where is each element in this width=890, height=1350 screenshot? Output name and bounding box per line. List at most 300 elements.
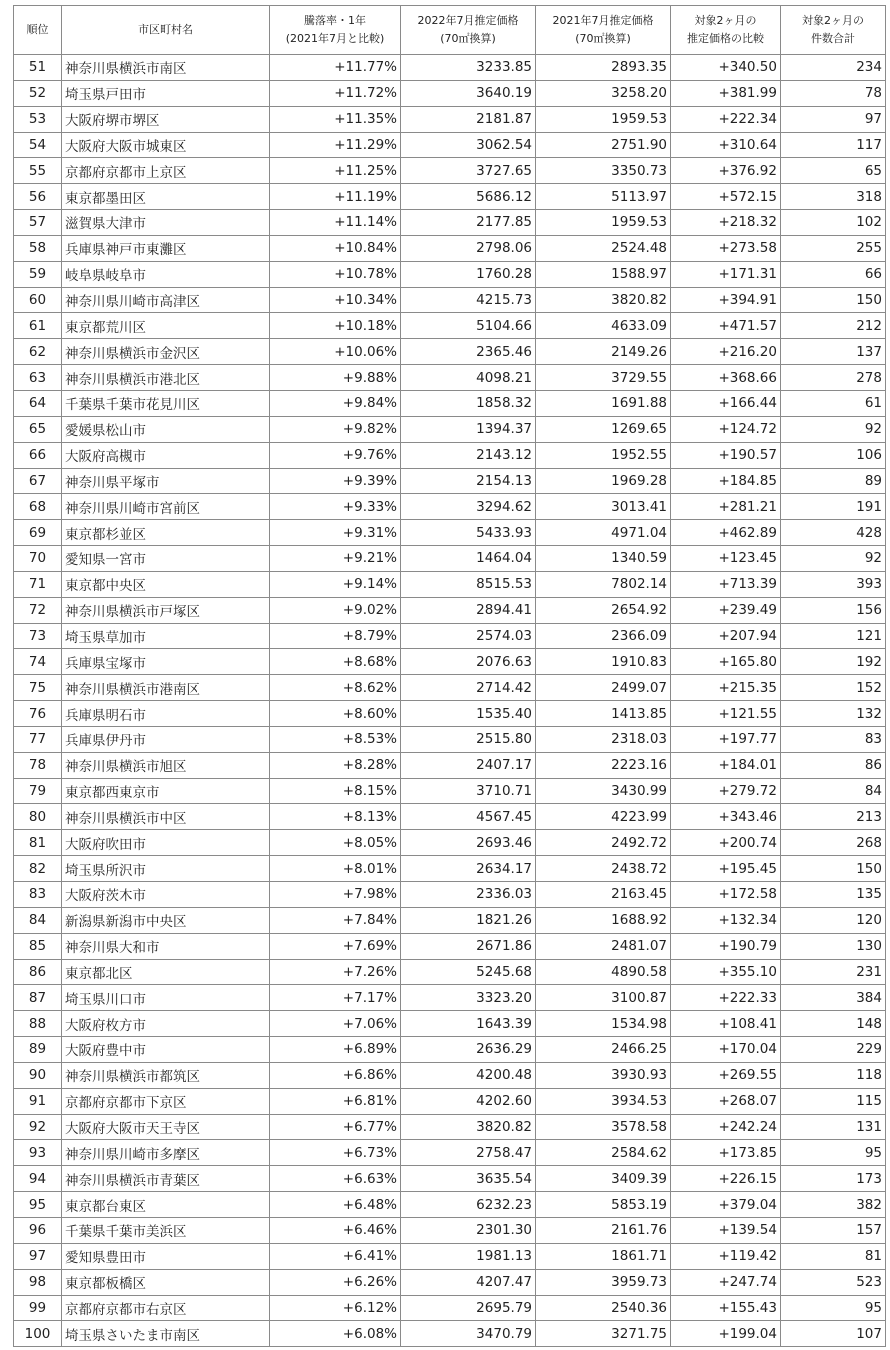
cell-price-2021: 2751.90 [536, 132, 671, 158]
cell-price-diff: +155.43 [671, 1295, 781, 1321]
cell-rate: +9.84% [270, 390, 401, 416]
cell-count: 131 [781, 1114, 886, 1140]
cell-rate: +8.68% [270, 649, 401, 675]
cell-rank: 95 [14, 1192, 62, 1218]
table-row [14, 1166, 886, 1192]
cell-name: 神奈川県横浜市金沢区 [62, 339, 270, 365]
cell-rate: +11.14% [270, 210, 401, 236]
cell-rate: +9.88% [270, 365, 401, 391]
cell-count: 229 [781, 1037, 886, 1063]
cell-price-2022: 3323.20 [401, 985, 536, 1011]
cell-price-diff: +355.10 [671, 959, 781, 985]
cell-price-2022: 2695.79 [401, 1295, 536, 1321]
header-price-diff-line2: 推定価格の比較 [687, 32, 764, 45]
cell-price-2021: 2584.62 [536, 1140, 671, 1166]
cell-price-2021: 2893.35 [536, 55, 671, 81]
cell-count: 132 [781, 701, 886, 727]
cell-rate: +11.29% [270, 132, 401, 158]
cell-price-2021: 3959.73 [536, 1269, 671, 1295]
cell-rank: 88 [14, 1011, 62, 1037]
cell-rank: 70 [14, 546, 62, 572]
cell-name: 神奈川県川崎市宮前区 [62, 494, 270, 520]
cell-rate: +8.28% [270, 752, 401, 778]
cell-rate: +11.25% [270, 158, 401, 184]
cell-rate: +9.14% [270, 571, 401, 597]
cell-price-2022: 2143.12 [401, 442, 536, 468]
cell-price-diff: +222.33 [671, 985, 781, 1011]
cell-rate: +6.12% [270, 1295, 401, 1321]
cell-name: 神奈川県横浜市港北区 [62, 365, 270, 391]
cell-name: 埼玉県川口市 [62, 985, 270, 1011]
cell-count: 278 [781, 365, 886, 391]
cell-price-diff: +340.50 [671, 55, 781, 81]
table-body [14, 55, 886, 1347]
cell-rate: +10.78% [270, 261, 401, 287]
table-row [14, 468, 886, 494]
cell-name: 神奈川県川崎市高津区 [62, 287, 270, 313]
cell-price-2021: 1588.97 [536, 261, 671, 287]
cell-rate: +10.34% [270, 287, 401, 313]
cell-price-2021: 2540.36 [536, 1295, 671, 1321]
cell-rank: 87 [14, 985, 62, 1011]
cell-rank: 99 [14, 1295, 62, 1321]
cell-price-2022: 5686.12 [401, 184, 536, 210]
cell-name: 大阪府豊中市 [62, 1037, 270, 1063]
cell-name: 神奈川県横浜市青葉区 [62, 1166, 270, 1192]
table-row [14, 856, 886, 882]
cell-price-diff: +199.04 [671, 1321, 781, 1347]
cell-price-2022: 5245.68 [401, 959, 536, 985]
table-row [14, 959, 886, 985]
cell-rate: +6.63% [270, 1166, 401, 1192]
cell-price-2021: 4971.04 [536, 520, 671, 546]
cell-price-diff: +281.21 [671, 494, 781, 520]
cell-price-2021: 2149.26 [536, 339, 671, 365]
cell-price-2021: 1959.53 [536, 106, 671, 132]
cell-price-2021: 3930.93 [536, 1062, 671, 1088]
cell-rank: 51 [14, 55, 62, 81]
cell-price-diff: +279.72 [671, 778, 781, 804]
header-price-2021 [536, 6, 671, 55]
cell-count: 148 [781, 1011, 886, 1037]
cell-count: 212 [781, 313, 886, 339]
cell-price-diff: +215.35 [671, 675, 781, 701]
cell-count: 255 [781, 235, 886, 261]
header-rate-line2: (2021年7月と比較) [285, 32, 385, 45]
table-row [14, 1192, 886, 1218]
cell-price-diff: +124.72 [671, 416, 781, 442]
cell-price-diff: +268.07 [671, 1088, 781, 1114]
cell-count: 115 [781, 1088, 886, 1114]
cell-count: 523 [781, 1269, 886, 1295]
cell-price-2022: 1394.37 [401, 416, 536, 442]
cell-price-diff: +139.54 [671, 1217, 781, 1243]
header-price-2022-line1: 2022年7月推定価格 [417, 14, 519, 27]
cell-price-diff: +119.42 [671, 1243, 781, 1269]
cell-count: 86 [781, 752, 886, 778]
cell-price-2021: 1952.55 [536, 442, 671, 468]
cell-price-2022: 2671.86 [401, 933, 536, 959]
cell-rate: +11.19% [270, 184, 401, 210]
cell-price-2022: 1981.13 [401, 1243, 536, 1269]
cell-rank: 62 [14, 339, 62, 365]
cell-price-2021: 4890.58 [536, 959, 671, 985]
cell-count: 157 [781, 1217, 886, 1243]
cell-price-2021: 4223.99 [536, 804, 671, 830]
cell-rank: 69 [14, 520, 62, 546]
table-row [14, 1321, 886, 1347]
cell-price-2021: 1910.83 [536, 649, 671, 675]
cell-price-diff: +222.34 [671, 106, 781, 132]
cell-rate: +9.31% [270, 520, 401, 546]
table-row [14, 933, 886, 959]
header-count [781, 6, 886, 55]
cell-rate: +11.35% [270, 106, 401, 132]
cell-price-2022: 2301.30 [401, 1217, 536, 1243]
table-row [14, 623, 886, 649]
cell-rank: 66 [14, 442, 62, 468]
cell-name: 神奈川県川崎市多摩区 [62, 1140, 270, 1166]
cell-price-2021: 3013.41 [536, 494, 671, 520]
cell-rate: +7.84% [270, 907, 401, 933]
cell-name: 東京都杉並区 [62, 520, 270, 546]
header-price-2022 [401, 6, 536, 55]
cell-name: 千葉県千葉市花見川区 [62, 390, 270, 416]
cell-price-2021: 2223.16 [536, 752, 671, 778]
cell-price-diff: +173.85 [671, 1140, 781, 1166]
cell-rate: +6.81% [270, 1088, 401, 1114]
header-count-line1: 対象2ヶ月の [802, 14, 864, 27]
cell-count: 106 [781, 442, 886, 468]
cell-price-2022: 2177.85 [401, 210, 536, 236]
cell-price-2022: 2181.87 [401, 106, 536, 132]
cell-price-diff: +247.74 [671, 1269, 781, 1295]
cell-price-2021: 1861.71 [536, 1243, 671, 1269]
cell-price-2022: 5433.93 [401, 520, 536, 546]
table-row [14, 55, 886, 81]
cell-price-2021: 2163.45 [536, 882, 671, 908]
table-row [14, 1062, 886, 1088]
cell-price-diff: +381.99 [671, 80, 781, 106]
cell-name: 神奈川県大和市 [62, 933, 270, 959]
cell-rate: +10.06% [270, 339, 401, 365]
cell-rank: 86 [14, 959, 62, 985]
cell-name: 埼玉県草加市 [62, 623, 270, 649]
cell-rank: 72 [14, 597, 62, 623]
cell-rate: +6.48% [270, 1192, 401, 1218]
cell-rate: +11.77% [270, 55, 401, 81]
cell-count: 231 [781, 959, 886, 985]
cell-rate: +10.84% [270, 235, 401, 261]
cell-price-2021: 3430.99 [536, 778, 671, 804]
cell-name: 大阪府高槻市 [62, 442, 270, 468]
table-row [14, 235, 886, 261]
cell-price-2022: 2634.17 [401, 856, 536, 882]
cell-price-2021: 3271.75 [536, 1321, 671, 1347]
cell-count: 213 [781, 804, 886, 830]
table-row [14, 1217, 886, 1243]
cell-rate: +6.41% [270, 1243, 401, 1269]
cell-price-2021: 1413.85 [536, 701, 671, 727]
table-row [14, 1011, 886, 1037]
cell-rank: 83 [14, 882, 62, 908]
cell-price-diff: +170.04 [671, 1037, 781, 1063]
table-row [14, 1269, 886, 1295]
cell-rate: +6.46% [270, 1217, 401, 1243]
cell-price-2022: 3820.82 [401, 1114, 536, 1140]
cell-price-2022: 2714.42 [401, 675, 536, 701]
cell-price-2021: 1691.88 [536, 390, 671, 416]
cell-count: 393 [781, 571, 886, 597]
table-row [14, 365, 886, 391]
table-row [14, 442, 886, 468]
cell-name: 千葉県千葉市美浜区 [62, 1217, 270, 1243]
cell-price-diff: +572.15 [671, 184, 781, 210]
cell-count: 78 [781, 80, 886, 106]
cell-name: 大阪府大阪市天王寺区 [62, 1114, 270, 1140]
cell-count: 102 [781, 210, 886, 236]
cell-rank: 61 [14, 313, 62, 339]
cell-price-diff: +310.64 [671, 132, 781, 158]
cell-name: 埼玉県さいたま市南区 [62, 1321, 270, 1347]
cell-price-2021: 1969.28 [536, 468, 671, 494]
cell-name: 兵庫県伊丹市 [62, 726, 270, 752]
cell-name: 東京都西東京市 [62, 778, 270, 804]
cell-rank: 85 [14, 933, 62, 959]
cell-count: 120 [781, 907, 886, 933]
cell-price-2021: 7802.14 [536, 571, 671, 597]
header-rate [270, 6, 401, 55]
cell-price-2022: 2693.46 [401, 830, 536, 856]
table-row [14, 907, 886, 933]
cell-rank: 96 [14, 1217, 62, 1243]
cell-count: 84 [781, 778, 886, 804]
cell-price-2022: 2798.06 [401, 235, 536, 261]
cell-rate: +6.77% [270, 1114, 401, 1140]
cell-name: 神奈川県横浜市中区 [62, 804, 270, 830]
cell-rank: 75 [14, 675, 62, 701]
cell-price-2021: 2481.07 [536, 933, 671, 959]
table-row [14, 882, 886, 908]
cell-price-2021: 1340.59 [536, 546, 671, 572]
cell-rank: 80 [14, 804, 62, 830]
cell-name: 神奈川県横浜市戸塚区 [62, 597, 270, 623]
cell-price-diff: +343.46 [671, 804, 781, 830]
cell-price-diff: +713.39 [671, 571, 781, 597]
table-row [14, 1243, 886, 1269]
cell-name: 神奈川県平塚市 [62, 468, 270, 494]
cell-name: 大阪府堺市堺区 [62, 106, 270, 132]
header-name: 市区町村名 [62, 6, 270, 55]
cell-price-diff: +121.55 [671, 701, 781, 727]
cell-price-2022: 2365.46 [401, 339, 536, 365]
cell-rank: 64 [14, 390, 62, 416]
cell-count: 97 [781, 106, 886, 132]
cell-price-2021: 3409.39 [536, 1166, 671, 1192]
cell-rank: 55 [14, 158, 62, 184]
cell-rate: +11.72% [270, 80, 401, 106]
cell-rank: 81 [14, 830, 62, 856]
cell-name: 埼玉県所沢市 [62, 856, 270, 882]
cell-rank: 76 [14, 701, 62, 727]
cell-count: 95 [781, 1295, 886, 1321]
cell-rank: 73 [14, 623, 62, 649]
cell-price-diff: +218.32 [671, 210, 781, 236]
cell-count: 234 [781, 55, 886, 81]
table-header-row [14, 6, 886, 55]
cell-price-2021: 3578.58 [536, 1114, 671, 1140]
cell-rate: +8.15% [270, 778, 401, 804]
cell-rank: 67 [14, 468, 62, 494]
cell-price-2021: 3100.87 [536, 985, 671, 1011]
cell-rank: 68 [14, 494, 62, 520]
cell-name: 兵庫県神戸市東灘区 [62, 235, 270, 261]
cell-price-diff: +190.79 [671, 933, 781, 959]
cell-price-2022: 2407.17 [401, 752, 536, 778]
cell-name: 大阪府茨木市 [62, 882, 270, 908]
cell-price-2021: 3350.73 [536, 158, 671, 184]
cell-rank: 57 [14, 210, 62, 236]
table-row [14, 132, 886, 158]
cell-rate: +6.89% [270, 1037, 401, 1063]
cell-price-2022: 5104.66 [401, 313, 536, 339]
cell-rank: 90 [14, 1062, 62, 1088]
cell-rate: +9.76% [270, 442, 401, 468]
cell-name: 神奈川県横浜市港南区 [62, 675, 270, 701]
table-row [14, 1088, 886, 1114]
cell-rank: 98 [14, 1269, 62, 1295]
cell-name: 京都府京都市右京区 [62, 1295, 270, 1321]
cell-rank: 53 [14, 106, 62, 132]
cell-price-diff: +226.15 [671, 1166, 781, 1192]
cell-rank: 94 [14, 1166, 62, 1192]
cell-price-diff: +123.45 [671, 546, 781, 572]
cell-name: 東京都板橋区 [62, 1269, 270, 1295]
cell-count: 318 [781, 184, 886, 210]
cell-price-diff: +197.77 [671, 726, 781, 752]
cell-count: 118 [781, 1062, 886, 1088]
ranking-table [13, 5, 886, 1347]
cell-count: 130 [781, 933, 886, 959]
cell-name: 愛媛県松山市 [62, 416, 270, 442]
cell-price-2022: 3062.54 [401, 132, 536, 158]
cell-name: 大阪府大阪市城東区 [62, 132, 270, 158]
cell-rate: +10.18% [270, 313, 401, 339]
cell-rate: +8.13% [270, 804, 401, 830]
cell-price-diff: +394.91 [671, 287, 781, 313]
cell-price-2022: 2154.13 [401, 468, 536, 494]
table-row [14, 80, 886, 106]
cell-price-2021: 3729.55 [536, 365, 671, 391]
table-row [14, 649, 886, 675]
cell-rank: 56 [14, 184, 62, 210]
cell-price-2022: 1760.28 [401, 261, 536, 287]
cell-count: 382 [781, 1192, 886, 1218]
cell-name: 兵庫県明石市 [62, 701, 270, 727]
cell-price-2021: 2466.25 [536, 1037, 671, 1063]
table-row [14, 985, 886, 1011]
cell-price-diff: +207.94 [671, 623, 781, 649]
cell-price-2021: 1269.65 [536, 416, 671, 442]
cell-rate: +8.62% [270, 675, 401, 701]
cell-rate: +9.21% [270, 546, 401, 572]
cell-count: 61 [781, 390, 886, 416]
cell-price-diff: +171.31 [671, 261, 781, 287]
cell-count: 191 [781, 494, 886, 520]
table-row [14, 313, 886, 339]
cell-rank: 54 [14, 132, 62, 158]
table-row [14, 726, 886, 752]
cell-price-2021: 4633.09 [536, 313, 671, 339]
cell-price-2021: 2492.72 [536, 830, 671, 856]
cell-count: 65 [781, 158, 886, 184]
cell-rate: +8.79% [270, 623, 401, 649]
header-rank: 順位 [14, 6, 62, 55]
cell-rank: 52 [14, 80, 62, 106]
cell-count: 384 [781, 985, 886, 1011]
cell-rank: 63 [14, 365, 62, 391]
cell-price-2022: 2894.41 [401, 597, 536, 623]
cell-price-2021: 2318.03 [536, 726, 671, 752]
cell-price-2021: 5113.97 [536, 184, 671, 210]
cell-price-diff: +172.58 [671, 882, 781, 908]
cell-rate: +7.98% [270, 882, 401, 908]
cell-price-2022: 2076.63 [401, 649, 536, 675]
cell-name: 神奈川県横浜市旭区 [62, 752, 270, 778]
cell-name: 愛知県一宮市 [62, 546, 270, 572]
header-price-2021-line2: (70㎡換算) [575, 32, 631, 45]
table-row [14, 339, 886, 365]
cell-rate: +9.33% [270, 494, 401, 520]
cell-count: 81 [781, 1243, 886, 1269]
cell-rate: +9.82% [270, 416, 401, 442]
table-row [14, 261, 886, 287]
cell-count: 121 [781, 623, 886, 649]
cell-rank: 89 [14, 1037, 62, 1063]
cell-rate: +8.60% [270, 701, 401, 727]
cell-count: 92 [781, 416, 886, 442]
table-row [14, 701, 886, 727]
table-row [14, 675, 886, 701]
table-row [14, 571, 886, 597]
table-row [14, 210, 886, 236]
cell-price-2022: 3470.79 [401, 1321, 536, 1347]
cell-price-diff: +216.20 [671, 339, 781, 365]
cell-price-2022: 1821.26 [401, 907, 536, 933]
cell-name: 大阪府吹田市 [62, 830, 270, 856]
cell-price-2022: 2636.29 [401, 1037, 536, 1063]
cell-count: 95 [781, 1140, 886, 1166]
cell-price-diff: +184.85 [671, 468, 781, 494]
cell-name: 愛知県豊田市 [62, 1243, 270, 1269]
cell-price-2021: 3820.82 [536, 287, 671, 313]
cell-count: 268 [781, 830, 886, 856]
cell-price-2022: 4098.21 [401, 365, 536, 391]
cell-price-2021: 2524.48 [536, 235, 671, 261]
cell-rate: +9.02% [270, 597, 401, 623]
cell-price-2022: 3710.71 [401, 778, 536, 804]
cell-price-diff: +200.74 [671, 830, 781, 856]
cell-price-diff: +379.04 [671, 1192, 781, 1218]
header-price-diff-line1: 対象2ヶ月の [694, 14, 757, 27]
cell-name: 埼玉県戸田市 [62, 80, 270, 106]
cell-count: 150 [781, 287, 886, 313]
table-row [14, 416, 886, 442]
cell-price-diff: +239.49 [671, 597, 781, 623]
cell-price-2022: 4215.73 [401, 287, 536, 313]
cell-name: 兵庫県宝塚市 [62, 649, 270, 675]
table-row [14, 106, 886, 132]
